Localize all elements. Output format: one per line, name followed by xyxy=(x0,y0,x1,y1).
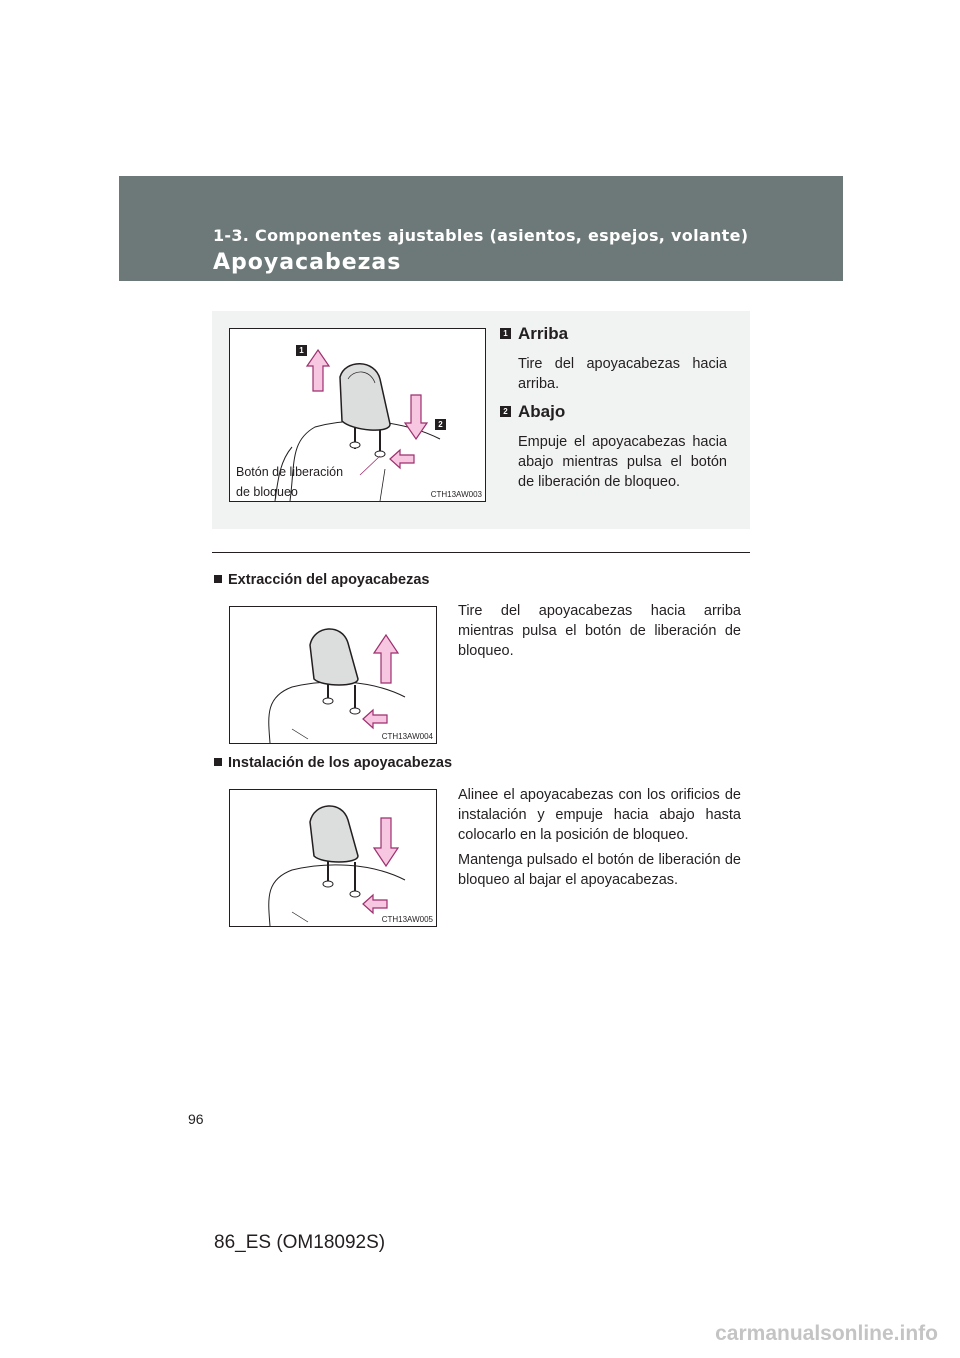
item-badge-2: 2 xyxy=(500,406,511,417)
figure-removal xyxy=(229,606,437,744)
installation-instruction-1: Alinee el apoyacabezas con los orificios de instalación y empuje hacia abajo hasta colocarlo en la posición de bloqueo. xyxy=(458,787,741,843)
info-box xyxy=(212,311,750,529)
press-arrow xyxy=(390,450,414,468)
item-heading-up: Arriba xyxy=(518,324,569,343)
up-arrow xyxy=(307,350,329,391)
document-code: 86_ES (OM18092S) xyxy=(214,1232,386,1253)
up-arrow xyxy=(374,635,398,683)
removal-instruction: Tire del apoyacabezas hacia arriba mientras pulsa el botón de liberación de bloqueo. xyxy=(458,603,741,659)
figure-badge-2: 2 xyxy=(435,419,446,430)
installation-instruction-2: Mantenga pulsado el botón de liberación de bloqueo al bajar el apoyacabezas. xyxy=(458,852,741,888)
installation-illustration xyxy=(230,790,436,926)
press-arrow xyxy=(363,895,387,913)
subheading-installation-text: Instalación de los apoyacabezas xyxy=(228,755,453,771)
down-arrow xyxy=(374,818,398,866)
release-button-callout-line1: Botón de liberación xyxy=(236,465,344,479)
subheading-removal-text: Extracción del apoyacabezas xyxy=(228,572,430,588)
item-badge-1: 1 xyxy=(500,328,511,339)
square-bullet-icon xyxy=(214,575,222,583)
header-band xyxy=(119,176,843,281)
item-heading-down: Abajo xyxy=(518,402,566,421)
figure-headrest-adjust xyxy=(229,328,486,502)
figure-installation xyxy=(229,789,437,927)
subheading-installation xyxy=(214,755,452,771)
item-body-up: Tire del apoyacabezas hacia arriba. xyxy=(518,356,727,392)
figure-badge-1: 1 xyxy=(296,345,307,356)
watermark: carmanualsonline.info xyxy=(715,1322,938,1345)
square-bullet-icon xyxy=(214,758,222,766)
figure-code: CTH13AW005 xyxy=(381,915,433,924)
item-body-down: Empuje el apoyacabezas hacia abajo mientras pulsa el botón de liberación de bloqueo. xyxy=(518,434,727,490)
section-label: 1-3. Componentes ajustables (asientos, espejos, volante) xyxy=(213,226,749,245)
release-button-callout-line2: de bloqueo xyxy=(236,485,298,499)
subheading-removal xyxy=(214,572,430,588)
page-title: Apoyacabezas xyxy=(213,250,402,275)
divider-rule xyxy=(212,552,750,553)
figure-code: CTH13AW003 xyxy=(430,490,482,499)
press-arrow xyxy=(363,710,387,728)
removal-illustration xyxy=(230,607,436,743)
page-number: 96 xyxy=(188,1111,204,1127)
figure-code: CTH13AW004 xyxy=(381,732,433,741)
